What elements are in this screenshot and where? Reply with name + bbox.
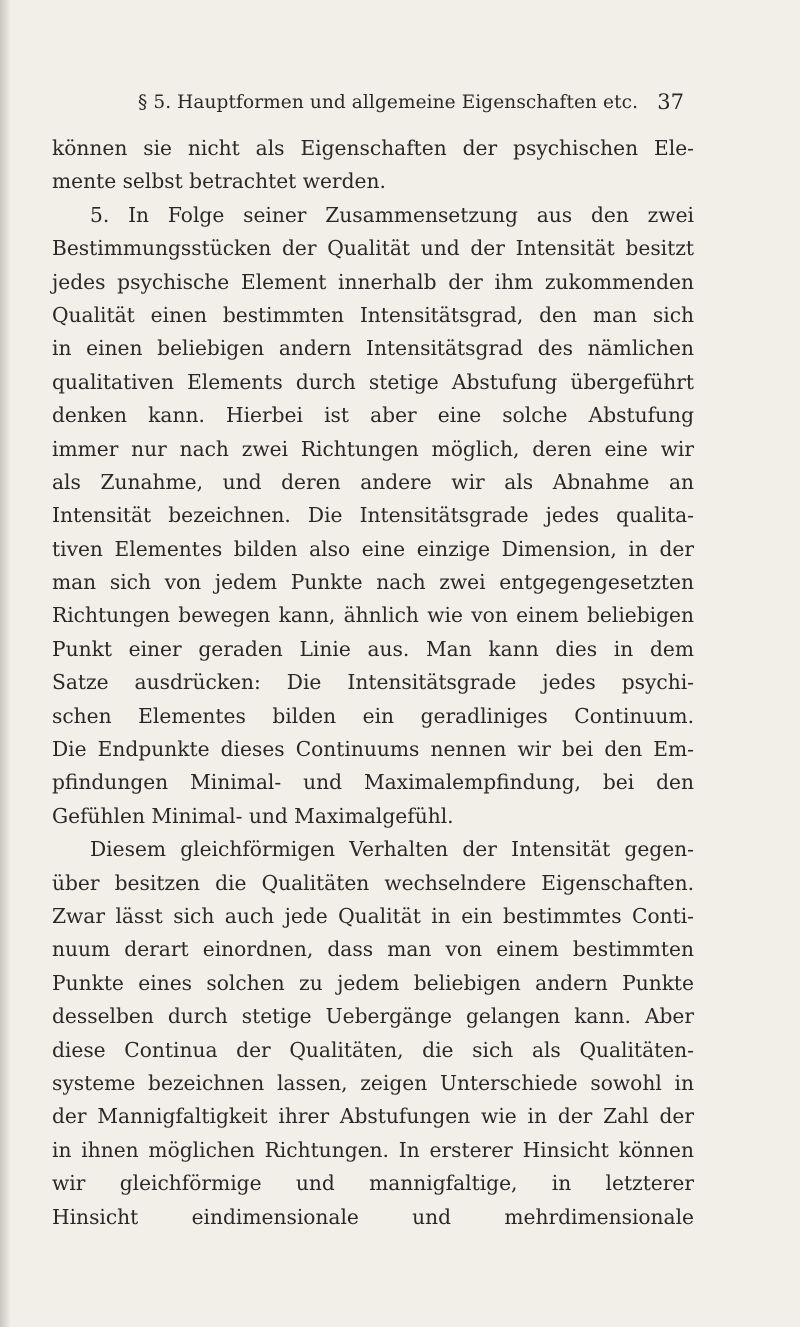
- text-line: diese Continua der Qualitäten, die sich als Qualitäten-: [52, 1037, 694, 1062]
- text-line: nuum derart einordnen, dass man von einem bestimmten: [52, 937, 694, 962]
- text-line: in einen beliebigen andern Intensitätsgrad des nämlichen: [52, 336, 694, 361]
- header-title: § 5. Hauptformen und allgemeine Eigenschaften etc.: [138, 92, 639, 113]
- text-line: qualitativen Elements durch stetige Abstufung übergeführt: [52, 369, 694, 394]
- text-line: schen Elementes bilden ein geradliniges Continuum.: [52, 703, 694, 728]
- text-line: desselben durch stetige Uebergänge gelangen kann. Aber: [52, 1004, 694, 1029]
- text-line: denken kann. Hierbei ist aber eine solche Abstufung: [52, 403, 694, 428]
- text-line: immer nur nach zwei Richtungen möglich, deren eine wir: [52, 436, 694, 461]
- text-line: der Mannigfaltigkeit ihrer Abstufungen wie in der Zahl der: [52, 1104, 694, 1129]
- text-line: können sie nicht als Eigenschaften der psychischen Ele-: [52, 136, 694, 160]
- text-line: Die Endpunkte dieses Continuums nennen wir bei den Em-: [52, 737, 694, 762]
- text-line: 5. In Folge seiner Zusammensetzung aus den zwei: [90, 202, 694, 227]
- text-line: in ihnen möglichen Richtungen. In ersterer Hinsicht können: [52, 1137, 694, 1162]
- text-line: wir gleichförmige und mannigfaltige, in letzterer: [52, 1171, 694, 1196]
- text-line: jedes psychische Element innerhalb der ihm zukommenden: [52, 269, 694, 294]
- text-line: über besitzen die Qualitäten wechselndere Eigenschaften.: [52, 870, 694, 895]
- body-text: [52, 132, 694, 1234]
- running-header: [138, 92, 684, 122]
- text-line: tiven Elementes bilden also eine einzige Dimension, in der: [52, 536, 694, 561]
- text-line: systeme bezeichnen lassen, zeigen Unterschiede sowohl in: [52, 1070, 694, 1095]
- text-line: Satze ausdrücken: Die Intensitätsgrade jedes psychi-: [52, 670, 694, 695]
- text-line: pfindungen Minimal- und Maximalempfindung, bei den: [52, 770, 694, 795]
- text-line: Diesem gleichförmigen Verhalten der Intensität gegen-: [90, 837, 694, 862]
- text-line: Zwar lässt sich auch jede Qualität in ein bestimmtes Conti-: [52, 903, 694, 928]
- text-line: man sich von jedem Punkte nach zwei entgegengesetzten: [52, 570, 694, 595]
- page-number: 37: [657, 90, 684, 114]
- text-line: Punkt einer geraden Linie aus. Man kann dies in dem: [52, 636, 694, 661]
- text-line: Punkte eines solchen zu jedem beliebigen andern Punkte: [52, 970, 694, 995]
- text-line: Bestimmungsstücken der Qualität und der Intensität besitzt: [52, 236, 694, 261]
- text-line: Intensität bezeichnen. Die Intensitätsgrade jedes qualita-: [52, 503, 694, 528]
- text-line: Richtungen bewegen kann, ähnlich wie von einem beliebigen: [52, 603, 694, 628]
- text-line: Gefühlen Minimal- und Maximalgefühl.: [52, 803, 454, 828]
- text-line: Hinsicht eindimensionale und mehrdimensionale: [52, 1204, 694, 1229]
- text-line: mente selbst betrachtet werden.: [52, 169, 386, 194]
- text-line: als Zunahme, und deren andere wir als Abnahme an: [52, 469, 694, 494]
- text-line: Qualität einen bestimmten Intensitätsgrad, den man sich: [52, 302, 694, 327]
